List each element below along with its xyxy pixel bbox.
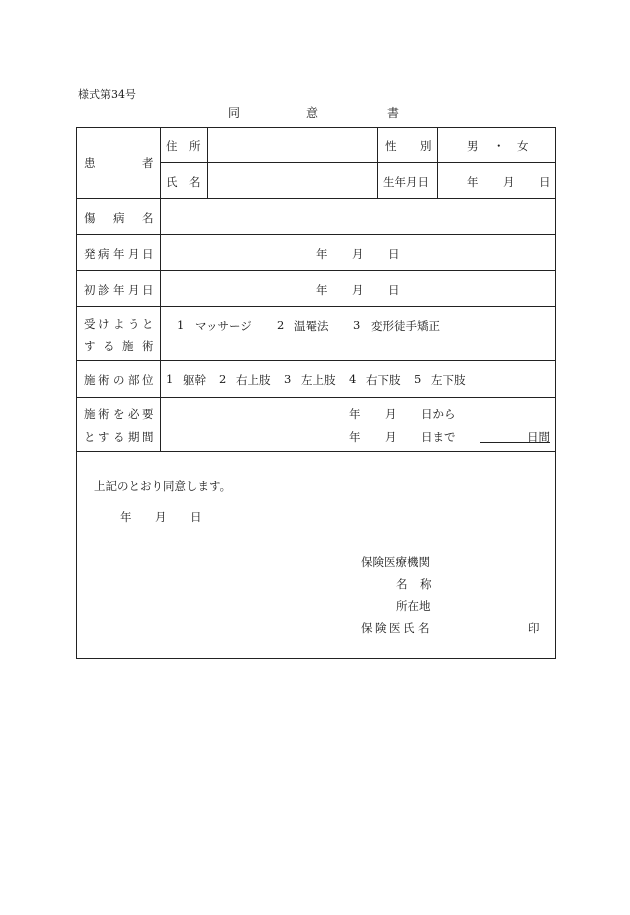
- period-to-day-suffix: 日まで: [421, 430, 456, 444]
- period-label-char: 間: [142, 430, 154, 444]
- title-char: 意: [306, 106, 319, 120]
- birthdate-day-char: 日: [539, 175, 551, 189]
- body-part-label-char: の: [113, 373, 125, 387]
- first-visit-label-char: 初: [84, 283, 96, 297]
- treatment-option-3-label[interactable]: 変形徒手矯正: [371, 319, 440, 333]
- first-visit-label-char: 年: [113, 283, 125, 297]
- onset-month-char: 月: [352, 247, 364, 261]
- title-char: 同: [228, 106, 241, 120]
- consent-day-char: 日: [190, 510, 202, 524]
- name-field[interactable]: [208, 163, 376, 197]
- treatment-label-char: る: [103, 339, 115, 353]
- body-part-option-5-label[interactable]: 左下肢: [431, 373, 466, 387]
- row-divider: [76, 360, 556, 361]
- row-divider: [76, 397, 556, 398]
- treatment-option-1-number[interactable]: 1: [177, 318, 185, 332]
- body-part-option-1-label[interactable]: 躯幹: [183, 373, 206, 387]
- institution-name-label-char: 称: [420, 577, 432, 591]
- period-from-day-suffix: 日から: [421, 407, 456, 421]
- address-label-char: 住: [166, 139, 178, 153]
- period-label-char: る: [113, 430, 125, 444]
- doctor-label-char: 氏: [403, 621, 415, 635]
- seal-mark: 印: [528, 621, 540, 635]
- treatment-label-char: け: [98, 317, 110, 331]
- column-divider: [437, 127, 438, 198]
- period-label-char: 術: [98, 407, 110, 421]
- institution-location-label: 所在地: [396, 599, 431, 613]
- disease-name-field[interactable]: [161, 199, 555, 233]
- title-char: 書: [387, 106, 400, 120]
- doctor-label-char: 保: [361, 621, 373, 635]
- onset-year-char: 年: [316, 247, 328, 261]
- patient-label-char: 患: [84, 156, 96, 170]
- address-field[interactable]: [208, 128, 376, 161]
- institution-name-label-char: 名: [396, 577, 408, 591]
- body-part-label-char: 位: [142, 373, 154, 387]
- days-label: 日間: [527, 430, 550, 444]
- row-divider: [76, 234, 556, 235]
- onset-label-char: 発: [84, 247, 96, 261]
- body-part-option-2-label[interactable]: 右上肢: [236, 373, 271, 387]
- consent-year-char: 年: [120, 510, 132, 524]
- consent-statement: 上記のとおり同意します。: [94, 479, 232, 493]
- period-to-month-char: 月: [385, 430, 397, 444]
- institution-label: 保険医療機関: [361, 555, 430, 569]
- doctor-label-char: 医: [389, 621, 401, 635]
- period-label-char: と: [84, 430, 96, 444]
- body-part-label-char: 施: [84, 373, 96, 387]
- sex-option-separator: ・: [493, 139, 505, 153]
- body-part-option-5-number[interactable]: 5: [414, 372, 422, 386]
- name-label-char: 氏: [166, 175, 178, 189]
- onset-label-char: 日: [142, 247, 154, 261]
- treatment-label-char: 術: [142, 339, 154, 353]
- first-visit-label-char: 診: [98, 283, 110, 297]
- birthdate-month-char: 月: [503, 175, 515, 189]
- disease-label-char: 名: [142, 211, 154, 225]
- period-from-year-char: 年: [349, 407, 361, 421]
- row-divider: [76, 270, 556, 271]
- sex-option-female[interactable]: 女: [517, 139, 529, 153]
- treatment-label-char: 受: [84, 317, 96, 331]
- treatment-option-2-number[interactable]: 2: [277, 318, 285, 332]
- treatment-option-1-label[interactable]: マッサージ: [195, 319, 252, 333]
- treatment-label-char: と: [142, 317, 154, 331]
- body-part-option-4-label[interactable]: 右下肢: [366, 373, 401, 387]
- consent-month-char: 月: [155, 510, 167, 524]
- column-divider: [160, 127, 161, 451]
- body-part-option-2-number[interactable]: 2: [219, 372, 227, 386]
- body-part-option-3-number[interactable]: 3: [284, 372, 292, 386]
- onset-label-char: 病: [98, 247, 110, 261]
- name-label-char: 名: [189, 175, 201, 189]
- form-number: 様式第34号: [78, 88, 136, 101]
- body-part-option-4-number[interactable]: 4: [349, 372, 357, 386]
- disease-label-char: 傷: [84, 211, 96, 225]
- body-part-label-char: 術: [98, 373, 110, 387]
- period-from-month-char: 月: [385, 407, 397, 421]
- treatment-option-3-number[interactable]: 3: [353, 318, 361, 332]
- onset-label-char: 年: [113, 247, 125, 261]
- period-label-char: 必: [128, 407, 140, 421]
- column-divider: [377, 127, 378, 198]
- patient-label-char: 者: [142, 156, 154, 170]
- onset-label-char: 月: [128, 247, 140, 261]
- period-label-char: す: [98, 430, 110, 444]
- treatment-label-char: う: [128, 317, 140, 331]
- body-part-option-1-number[interactable]: 1: [166, 372, 174, 386]
- disease-label-char: 病: [113, 211, 125, 225]
- row-divider: [76, 306, 556, 307]
- period-label-char: 要: [142, 407, 154, 421]
- treatment-label-char: す: [84, 339, 96, 353]
- body-part-option-3-label[interactable]: 左上肢: [301, 373, 336, 387]
- first-visit-label-char: 月: [128, 283, 140, 297]
- row-divider: [76, 451, 556, 452]
- first-visit-label-char: 日: [142, 283, 154, 297]
- body-part-label-char: 部: [128, 373, 140, 387]
- first-visit-month-char: 月: [352, 283, 364, 297]
- period-label-char: 施: [84, 407, 96, 421]
- treatment-option-2-label[interactable]: 温罨法: [294, 319, 329, 333]
- birthdate-year-char: 年: [467, 175, 479, 189]
- first-visit-day-char: 日: [388, 283, 400, 297]
- treatment-label-char: よ: [113, 317, 125, 331]
- first-visit-year-char: 年: [316, 283, 328, 297]
- treatment-label-char: 施: [122, 339, 134, 353]
- period-to-year-char: 年: [349, 430, 361, 444]
- sex-label-char: 別: [420, 139, 432, 153]
- onset-day-char: 日: [388, 247, 400, 261]
- birthdate-label: 生年月日: [383, 175, 429, 189]
- address-label-char: 所: [189, 139, 201, 153]
- doctor-label-char: 険: [375, 621, 387, 635]
- doctor-label-char: 名: [418, 621, 430, 635]
- period-label-char: を: [113, 407, 125, 421]
- period-label-char: 期: [128, 430, 140, 444]
- sex-label-char: 性: [385, 139, 397, 153]
- sex-option-male[interactable]: 男: [467, 139, 479, 153]
